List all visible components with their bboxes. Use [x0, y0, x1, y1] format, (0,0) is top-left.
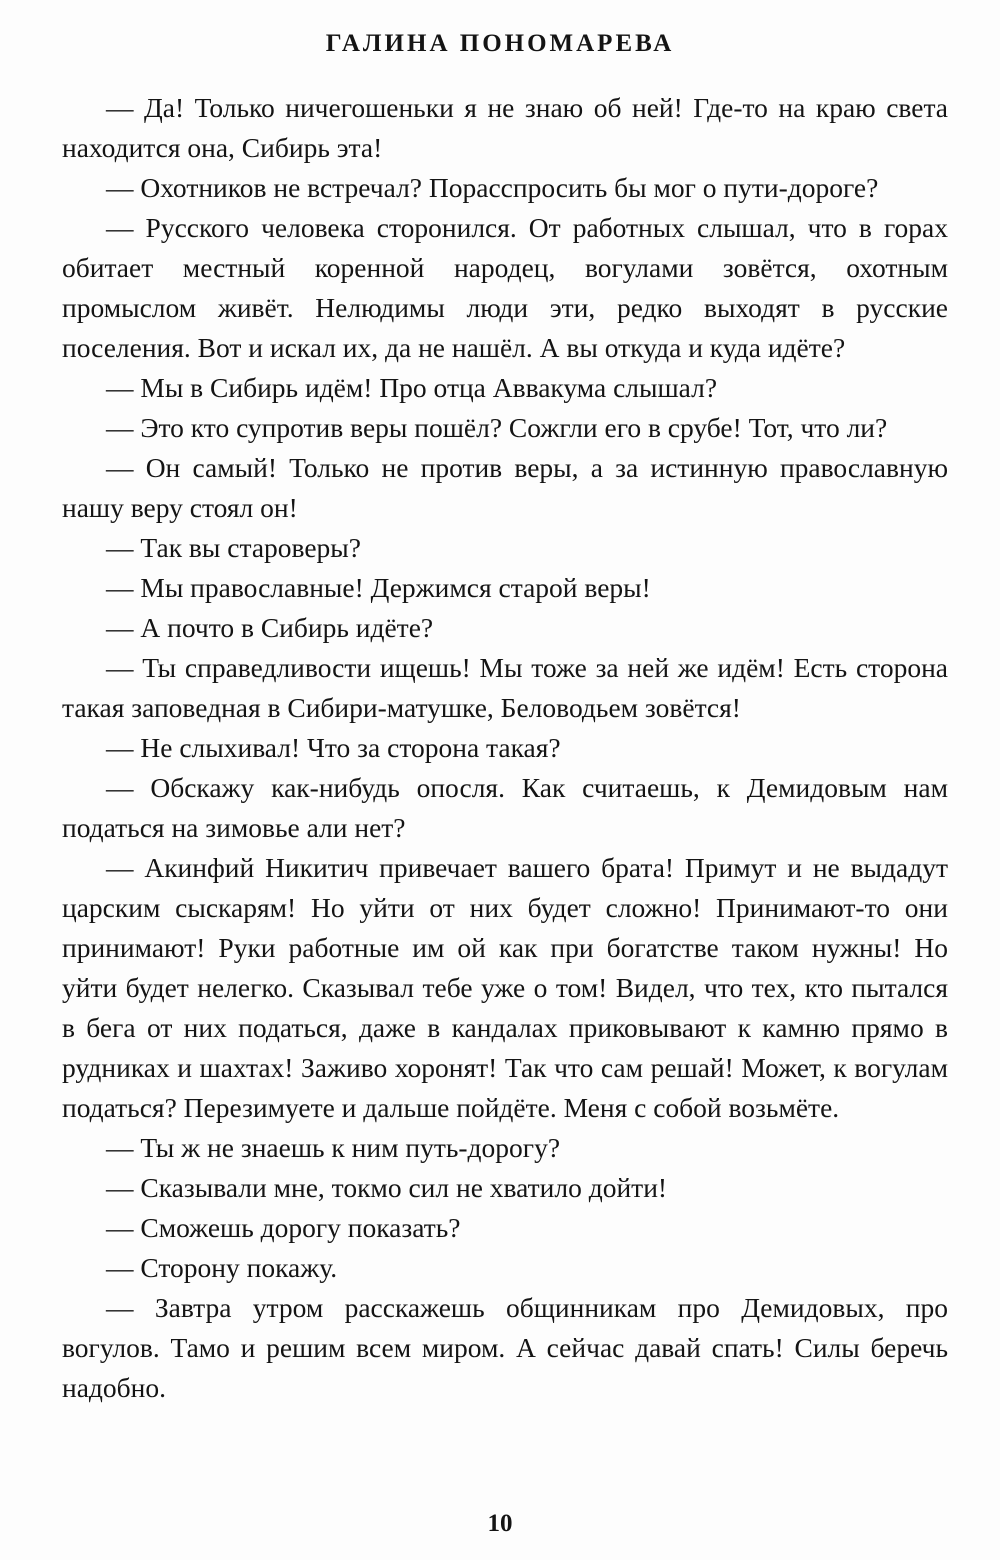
paragraph: — Да! Только ничегошеньки я не знаю об ней! Где-то на краю света находится она, Сибирь эта!	[62, 92, 948, 163]
paragraph: — Мы в Сибирь идём! Про отца Аввакума слышал?	[106, 372, 718, 403]
paragraph: — Ты справедливости ищешь! Мы тоже за ней же идём! Есть сторона такая заповедная в Сибири-матушке, Беловодьем зовётся!	[62, 652, 948, 723]
paragraph: — Сторону покажу.	[106, 1252, 338, 1283]
paragraph: — Ты ж не знаешь к ним путь-дорогу?	[106, 1132, 561, 1163]
paragraph: — Это кто супротив веры пошёл? Сожгли его в срубе! Тот, что ли?	[106, 412, 888, 443]
paragraph: — Так вы староверы?	[106, 532, 361, 563]
paragraph: — А почто в Сибирь идёте?	[106, 612, 434, 643]
paragraph: — Он самый! Только не против веры, а за истинную православную нашу веру стоял он!	[62, 452, 948, 523]
paragraph: — Русского человека сторонился. От работных слышал, что в горах обитает местный коренной народец, вогулами зовётся, охотным промыслом живёт. Нелюдимы люди эти, редко выходят в русские поселения. Вот и искал их, да не нашёл. А вы откуда и куда идёте?	[62, 212, 948, 363]
paragraph: — Охотников не встречал? Порасспросить бы мог о пути-дороге?	[106, 172, 879, 203]
page-number: 10	[487, 1510, 513, 1537]
paragraph: — Акинфий Никитич привечает вашего брата! Примут и не выдадут царским сыскарям! Но уйти от них будет сложно! Принимают-то они принимают! Руки работные им ой как при богатстве таком нужны! Но уйти будет нелегко. Сказывал тебе уже о том! Видел, что тех, кто пытался в бега от них податься, даже в кандалах приковывают к камню прямо в рудниках и шахтах! Заживо хоронят! Так что сам решай! Может, к вогулам податься? Перезимуете и дальше пойдёте. Меня с собой возьмёте.	[62, 852, 948, 1123]
paragraph: — Не слыхивал! Что за сторона такая?	[106, 732, 561, 763]
paragraph: — Сказывали мне, токмо сил не хватило дойти!	[106, 1172, 668, 1203]
paragraph: — Сможешь дорогу показать?	[106, 1212, 461, 1243]
body-text	[62, 88, 948, 1408]
paragraph: — Обскажу как-нибудь опосля. Как считаешь, к Демидовым нам податься на зимовье али нет?	[62, 772, 948, 843]
paragraph: — Мы православные! Держимся старой веры!	[106, 572, 651, 603]
running-header: ГАЛИНА ПОНОМАРЕВА	[325, 30, 675, 57]
paragraph: — Завтра утром расскажешь общинникам про Демидовых, про вогулов. Тамо и решим всем миром. А сейчас давай спать! Силы беречь надобно.	[62, 1292, 948, 1403]
